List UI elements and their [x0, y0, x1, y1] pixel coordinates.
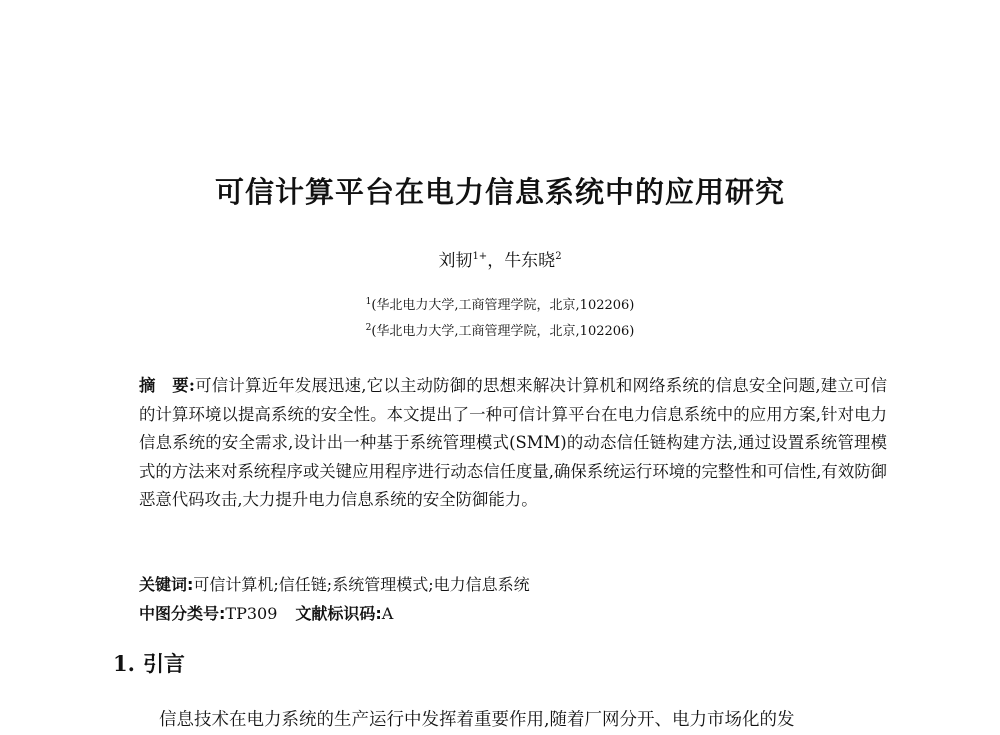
- paper-title: 可信计算平台在电力信息系统中的应用研究: [214, 175, 785, 209]
- body-paragraph-line: 信息技术在电力系统的生产运行中发挥着重要作用,随着厂网分开、电力市场化的发: [159, 710, 795, 730]
- affiliation-line: [0, 320, 1000, 339]
- author-affiliation-mark: 2: [555, 251, 562, 262]
- author-separator: ，: [487, 251, 505, 271]
- abstract-label: 摘 要:: [139, 376, 195, 395]
- classification-value: TP309: [225, 604, 278, 623]
- keywords-text: 可信计算机;信任链;系统管理模式;电力信息系统: [193, 575, 530, 594]
- document-code-label: 文献标识码:: [295, 604, 382, 623]
- abstract-text: 可信计算近年发展迅速,它以主动防御的思想来解决计算机和网络系统的信息安全问题,建立可信的计算环境以提高系统的安全性。本文提出了一种可信计算平台在电力信息系统中的应用方案,针对电力信息系统的安全需求,设计出一种基于系统管理模式(SMM)的动态信任链构建方法,通过设置系统管理模式的方法来对系统程序或关键应用程序进行动态信任度量,确保系统运行环境的完整性和可信性,有效防御恶意代码攻击,大力提升电力信息系统的安全防御能力。: [139, 376, 887, 510]
- document-code-value: A: [381, 604, 394, 623]
- classification-label: 中图分类号:: [139, 604, 226, 623]
- author-name: 牛东晓: [504, 251, 556, 271]
- author-affiliation-mark: 1+: [472, 251, 488, 262]
- keywords: [139, 572, 530, 595]
- section-heading: [113, 648, 185, 678]
- affiliation-text: (华北电力大学,工商管理学院，北京,102206): [371, 324, 635, 339]
- affiliation-mark: 1: [365, 297, 372, 307]
- affiliation-line: [0, 294, 1000, 313]
- section-title: 引言: [142, 652, 185, 676]
- section-number: 1.: [113, 651, 135, 676]
- author-name: 刘韧: [438, 251, 473, 271]
- keywords-label: 关键词:: [139, 575, 194, 594]
- affiliation-text: (华北电力大学,工商管理学院，北京,102206): [371, 298, 635, 313]
- author-line: [0, 246, 1000, 271]
- affiliation-mark: 2: [365, 323, 372, 333]
- abstract: [139, 372, 887, 515]
- classification-line: [139, 601, 393, 624]
